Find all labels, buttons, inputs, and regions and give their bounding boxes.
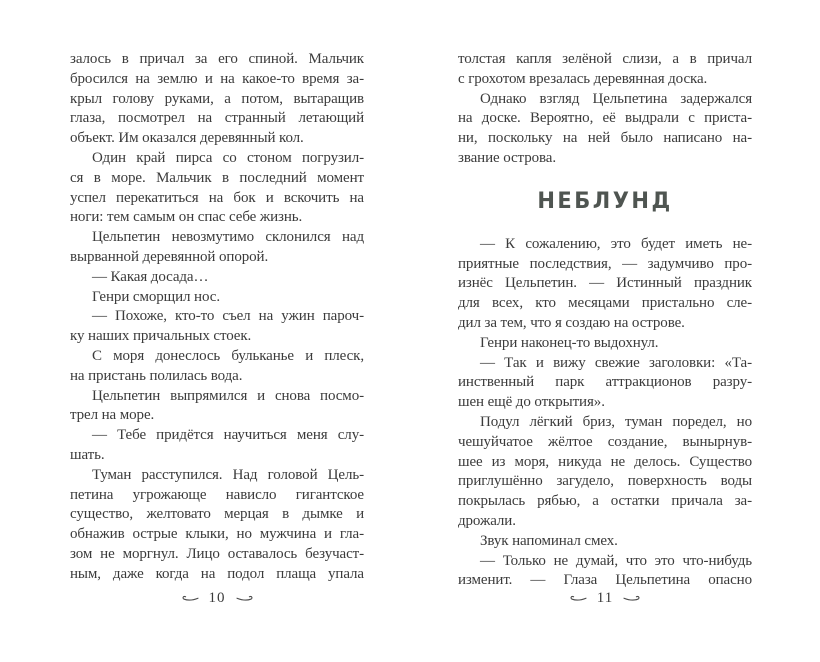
text-line: — Тебе придётся научиться меня слу- — [92, 427, 364, 444]
text-line: приятные последствия, — задумчиво про- — [458, 255, 752, 272]
text-line: зом не моргнул. Лицо оставалось безучаст- — [70, 545, 364, 562]
text-line: С моря донеслось бульканье и плеск, — [92, 347, 364, 364]
text-line: изнёс Цельпетин. — Истинный праздник — [458, 275, 752, 292]
text-line: приглушённо загудело, поверхность воды — [458, 473, 752, 490]
text-line: ку наших причальных стоек. — [70, 328, 252, 345]
flourish-left-icon — [569, 594, 587, 604]
text-column — [70, 50, 364, 585]
page-number: 10 — [208, 590, 226, 606]
left-page — [70, 50, 364, 630]
text-line: существо, желтовато мерцая в дымке и — [70, 506, 364, 523]
flourish-right-icon — [623, 594, 641, 604]
text-line: объект. Им оказался деревянный кол. — [70, 130, 304, 147]
text-line: петина угрожающе нависло гигантское — [70, 486, 364, 503]
right-page — [458, 50, 752, 630]
text-line: обнажив острые клыки, но мужчина и гла- — [70, 526, 364, 543]
text-line: Генри наконец-то выдохнул. — [480, 334, 659, 351]
page-footer — [458, 590, 752, 607]
text-line: шее из моря, никуда не делось. Существо — [458, 453, 752, 470]
text-line: Один край пирса со стоном погрузил- — [92, 149, 364, 166]
text-line: ным, даже когда на подол плаща упала — [70, 565, 364, 582]
text-line: залось в причал за его спиной. Мальчик — [70, 51, 364, 67]
text-line: для всех, кто месяцами пристально сле- — [458, 295, 752, 312]
text-line: чешуйчатое жёлтое создание, вынырнув- — [458, 433, 752, 450]
text-line: — Только не думай, что это что-нибудь — [480, 552, 752, 569]
text-line: покрылась рябью, а остатки причала за- — [458, 493, 752, 510]
text-line: успел перекатиться на бок и вскочить на — [70, 189, 364, 206]
text-line: ся в море. Мальчик в последний момент — [70, 169, 364, 186]
text-line: Генри сморщил нос. — [92, 288, 220, 305]
text-line: инственный парк аттракционов разру- — [458, 374, 752, 391]
text-line: шен ещё до открытия». — [458, 394, 605, 411]
text-line: трел на море. — [70, 407, 155, 424]
text-line: дил за тем, что я создаю на острове. — [458, 314, 685, 331]
chapter-heading: НЕБЛУНД — [537, 188, 673, 214]
page-footer — [70, 590, 364, 607]
text-line: на пристань полилась вода. — [70, 367, 243, 384]
text-column — [458, 50, 752, 591]
text-line: на доске. Вероятно, её выдрали с приста- — [458, 110, 752, 127]
flourish-left-icon — [181, 594, 199, 604]
text-line: Однако взгляд Цельпетина задержался — [480, 90, 752, 107]
text-line: ни, поскольку на ней было написано на- — [458, 130, 752, 147]
text-line: шать. — [70, 446, 105, 463]
text-line: Звук напоминал смех. — [480, 532, 618, 549]
text-line: толстая капля зелёной слизи, а в причал — [458, 51, 752, 67]
flourish-right-icon — [236, 594, 254, 604]
text-line: ноги: тем самым он спас себе жизнь. — [70, 209, 303, 226]
text-line: Цельпетин выпрямился и снова посмо- — [92, 387, 364, 404]
text-line: Туман расступился. Над головой Цель- — [92, 466, 364, 483]
text-line: звание острова. — [458, 149, 556, 166]
page-number: 11 — [596, 590, 614, 606]
text-line: — Так и вижу свежие заголовки: «Та- — [480, 354, 752, 371]
text-line: бросился на землю и на какое-то время за- — [70, 70, 364, 87]
text-line: крыл голову руками, а потом, вытаращив — [70, 90, 364, 107]
text-line: Цельпетин невозмутимо склонился над — [92, 229, 364, 246]
text-line: с грохотом врезалась деревянная доска. — [458, 70, 708, 87]
text-line: изменит. — Глаза Цельпетина опасно — [458, 572, 752, 589]
text-line: вырванной деревянной опорой. — [70, 248, 269, 265]
text-line: глаза, посмотрел на странный летающий — [70, 110, 364, 127]
text-line: — Какая досада… — [92, 268, 209, 285]
text-line: дрожали. — [458, 512, 516, 529]
text-line: — Похоже, кто-то съел на ужин пароч- — [92, 308, 364, 325]
text-line: Подул лёгкий бриз, туман поредел, но — [480, 413, 752, 430]
text-line: — К сожалению, это будет иметь не- — [480, 235, 752, 252]
